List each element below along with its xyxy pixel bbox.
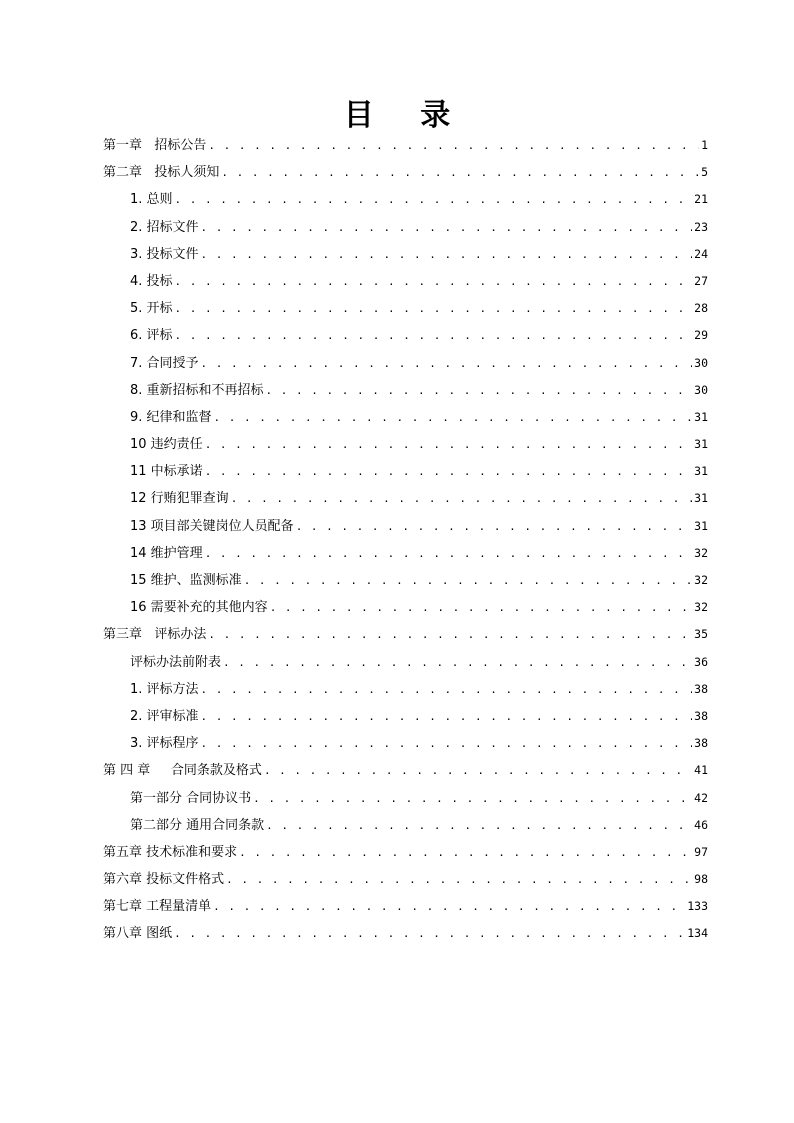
toc-dot-leader <box>205 540 692 567</box>
toc-entry-label: 8. 重新招标和不再招标 <box>130 382 264 398</box>
toc-entry[interactable] <box>103 513 708 540</box>
toc-entry-page-number: 41 <box>694 763 708 778</box>
toc-entry-page-number: 31 <box>694 464 708 479</box>
toc-dot-leader <box>214 404 693 431</box>
toc-entry[interactable] <box>103 920 708 947</box>
toc-entry-page-number: 23 <box>694 219 708 234</box>
toc-entry-page-number: 30 <box>694 355 708 370</box>
toc-entry[interactable] <box>103 703 708 730</box>
toc-entry[interactable] <box>103 540 708 567</box>
toc-entry[interactable] <box>103 404 708 431</box>
toc-entry-label: 10 违约责任 <box>130 437 203 453</box>
toc-entry-label: 15 维护、监测标准 <box>130 573 242 588</box>
toc-entry-page-number: 134 <box>687 926 708 941</box>
toc-dot-leader <box>296 513 692 540</box>
toc-entry-page-number: 97 <box>694 844 708 859</box>
toc-entry[interactable] <box>103 186 708 213</box>
toc-entry-page-number: 31 <box>694 518 708 533</box>
toc-dot-leader <box>223 649 692 676</box>
toc-entry-label: 3. 投标文件 <box>130 246 199 262</box>
toc-entry-page-number: 29 <box>694 328 708 343</box>
toc-entry-label: 2. 招标文件 <box>130 219 199 235</box>
toc-dot-leader <box>221 159 699 186</box>
table-of-contents <box>103 132 708 948</box>
toc-entry-label: 第二章 投标人须知 <box>103 165 220 181</box>
toc-dot-leader <box>266 812 692 839</box>
toc-entry[interactable] <box>103 567 708 594</box>
toc-entry[interactable] <box>103 839 708 866</box>
toc-entry-label: 5. 开标 <box>130 301 173 317</box>
toc-entry-page-number: 27 <box>694 273 708 288</box>
toc-entry-page-number: 38 <box>694 736 708 751</box>
toc-entry-label: 第六章 投标文件格式 <box>103 872 225 888</box>
toc-entry[interactable] <box>103 485 708 512</box>
toc-entry[interactable] <box>103 730 708 757</box>
toc-entry-page-number: 98 <box>694 872 708 887</box>
toc-entry-page-number: 24 <box>694 246 708 261</box>
toc-entry-label: 第七章 工程量清单 <box>103 899 212 915</box>
toc-entry-page-number: 32 <box>694 545 708 560</box>
toc-entry[interactable] <box>103 676 708 703</box>
toc-entry-page-number: 21 <box>694 192 708 207</box>
toc-dot-leader <box>201 676 693 703</box>
toc-entry[interactable] <box>103 241 708 268</box>
toc-entry[interactable] <box>103 350 708 377</box>
toc-entry-label: 12 行贿犯罪查询 <box>130 491 229 507</box>
toc-entry-label: 6. 评标 <box>130 328 173 344</box>
toc-dot-leader <box>201 241 693 268</box>
toc-entry-page-number: 133 <box>687 899 708 914</box>
toc-entry-label: 2. 评审标准 <box>130 708 199 724</box>
toc-entry[interactable] <box>103 812 708 839</box>
toc-dot-leader <box>175 186 693 213</box>
toc-entry-label: 9. 纪律和监督 <box>130 409 212 425</box>
toc-dot-leader <box>205 458 692 485</box>
toc-entry-page-number: 32 <box>694 600 708 615</box>
toc-entry-page-number: 30 <box>694 382 708 397</box>
toc-entry-page-number: 31 <box>694 437 708 452</box>
toc-entry[interactable] <box>103 159 708 186</box>
toc-entry-label: 第八章 图纸 <box>103 926 173 942</box>
toc-dot-leader <box>201 730 693 757</box>
toc-entry[interactable] <box>103 295 708 322</box>
toc-entry-label: 11 中标承诺 <box>130 464 203 480</box>
toc-dot-leader <box>208 132 699 159</box>
toc-entry-label: 第五章 技术标准和要求 <box>103 844 238 860</box>
toc-entry[interactable] <box>103 377 708 404</box>
toc-entry-page-number: 38 <box>694 708 708 723</box>
toc-entry-page-number: 32 <box>694 573 708 587</box>
toc-entry-page-number: 42 <box>694 790 708 805</box>
toc-dot-leader <box>266 377 693 404</box>
toc-entry[interactable] <box>103 322 708 349</box>
toc-dot-leader <box>231 485 692 512</box>
toc-entry-label: 第一章 招标公告 <box>103 138 207 153</box>
toc-entry-page-number: 31 <box>694 409 708 424</box>
toc-entry-label: 13 项目部关键岗位人员配备 <box>130 518 294 534</box>
toc-dot-leader <box>270 594 692 621</box>
toc-entry[interactable] <box>103 268 708 295</box>
toc-dot-leader <box>175 268 693 295</box>
toc-entry[interactable] <box>103 458 708 485</box>
toc-entry[interactable] <box>103 594 708 621</box>
toc-entry[interactable] <box>103 893 708 920</box>
toc-dot-leader <box>253 785 692 812</box>
toc-entry-label: 第 四 章 合同条款及格式 <box>103 763 262 779</box>
toc-entry-label: 第三章 评标办法 <box>103 627 207 643</box>
toc-entry-page-number: 5 <box>701 165 708 180</box>
toc-dot-leader <box>264 757 692 784</box>
toc-entry[interactable] <box>103 785 708 812</box>
toc-entry[interactable] <box>103 649 708 676</box>
toc-entry-label: 14 维护管理 <box>130 545 203 561</box>
toc-entry-label: 3. 评标程序 <box>130 736 199 752</box>
toc-entry-page-number: 28 <box>694 301 708 316</box>
toc-dot-leader <box>244 567 692 594</box>
toc-entry-label: 4. 投标 <box>130 273 173 289</box>
toc-entry[interactable] <box>103 431 708 458</box>
toc-entry-label: 16 需要补充的其他内容 <box>130 600 268 616</box>
toc-dot-leader <box>175 322 693 349</box>
toc-entry[interactable] <box>103 132 708 159</box>
document-title: 目 录 <box>343 98 469 133</box>
toc-dot-leader <box>201 350 693 377</box>
toc-entry-page-number: 1 <box>701 138 708 152</box>
toc-dot-leader <box>226 866 692 893</box>
toc-dot-leader <box>201 703 693 730</box>
toc-entry-label: 第二部分 通用合同条款 <box>130 817 265 833</box>
toc-entry[interactable] <box>103 214 708 241</box>
toc-entry[interactable] <box>103 621 708 648</box>
toc-entry-page-number: 36 <box>694 654 708 669</box>
toc-dot-leader <box>213 893 685 920</box>
toc-dot-leader <box>175 295 693 322</box>
toc-entry-label: 1. 总则 <box>130 192 173 208</box>
toc-entry-label: 第一部分 合同协议书 <box>130 790 252 806</box>
toc-dot-leader <box>201 214 693 241</box>
toc-entry-label: 7. 合同授予 <box>130 355 199 371</box>
toc-entry-page-number: 31 <box>694 491 708 506</box>
toc-entry-page-number: 46 <box>694 817 708 832</box>
toc-dot-leader <box>208 621 692 648</box>
toc-dot-leader <box>205 431 692 458</box>
toc-entry[interactable] <box>103 757 708 784</box>
toc-dot-leader <box>239 839 692 866</box>
toc-entry[interactable] <box>103 866 708 893</box>
toc-entry-label: 1. 评标方法 <box>130 681 199 697</box>
toc-dot-leader <box>174 920 685 947</box>
toc-entry-page-number: 38 <box>694 681 708 696</box>
toc-entry-page-number: 35 <box>694 627 708 642</box>
toc-entry-label: 评标办法前附表 <box>130 654 222 670</box>
